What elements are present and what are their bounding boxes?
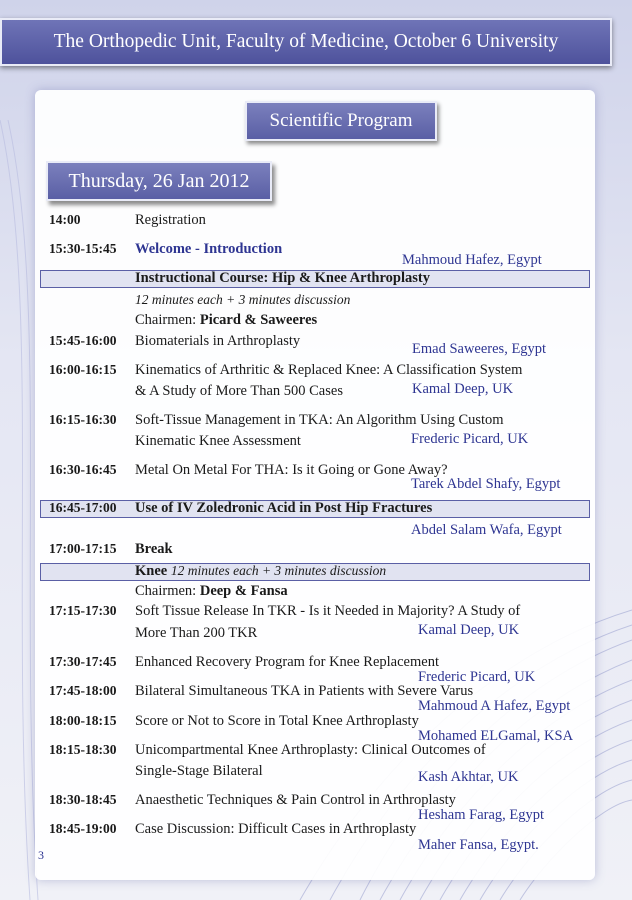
- session-title-line1: Soft-Tissue Management in TKA: An Algorithm Using Custom: [135, 412, 504, 428]
- speaker: Kamal Deep, UK: [412, 381, 514, 397]
- session-title: Bilateral Simultaneous TKA in Patients with Severe Varus: [135, 683, 474, 699]
- session-title: Score or Not to Score in Total Knee Arthroplasty: [135, 713, 419, 729]
- session-title-line1: Kinematics of Arthritic & Replaced Knee: A Classification System: [135, 362, 523, 378]
- chairmen-line: [135, 312, 317, 329]
- chairmen-line: [135, 583, 288, 600]
- time-16-45: 16:45-17:00: [49, 500, 117, 515]
- session-title: Use of IV Zoledronic Acid in Post Hip Fractures: [135, 500, 433, 516]
- time-18-45: 18:45-19:00: [49, 821, 117, 836]
- session-title: Welcome - Introduction: [135, 241, 283, 257]
- speaker: Emad Saweeres, Egypt: [412, 341, 547, 357]
- speaker: Frederic Picard, UK: [411, 431, 529, 447]
- time-18-00: 18:00-18:15: [49, 713, 117, 728]
- section-name: Knee: [135, 563, 168, 579]
- chairmen-names: Deep & Fansa: [199, 583, 288, 599]
- time-17-30: 17:30-17:45: [49, 654, 117, 669]
- session-title-line1: Unicompartmental Knee Arthroplasty: Clinical Outcomes of: [135, 742, 486, 758]
- course-note: 12 minutes each + 3 minutes discussion: [135, 292, 351, 307]
- course-title: Instructional Course: Hip & Knee Arthroplasty: [135, 270, 430, 286]
- program-heading: Scientific Program: [245, 101, 437, 141]
- page-header: The Orthopedic Unit, Faculty of Medicine, October 6 University: [0, 18, 612, 66]
- session-title-line2: Single-Stage Bilateral: [135, 763, 263, 779]
- session-title: Registration: [135, 212, 206, 228]
- session-title-line2: & A Study of More Than 500 Cases: [135, 383, 343, 399]
- time-14-00: 14:00: [49, 212, 81, 227]
- session-title: Enhanced Recovery Program for Knee Replacement: [135, 654, 439, 670]
- time-18-15: 18:15-18:30: [49, 742, 117, 757]
- session-title-line2: More Than 200 TKR: [135, 625, 258, 641]
- session-title-line1: Soft Tissue Release In TKR - Is it Needed in Majority? A Study of: [135, 603, 521, 619]
- chairmen-names: Picard & Saweeres: [199, 312, 318, 328]
- speaker: Abdel Salam Wafa, Egypt: [411, 522, 562, 538]
- knee-section-line: [135, 563, 386, 580]
- time-16-30: 16:30-16:45: [49, 462, 117, 477]
- speaker: Hesham Farag, Egypt: [418, 807, 545, 823]
- time-17-00: 17:00-17:15: [49, 541, 117, 556]
- session-title: Anaesthetic Techniques & Pain Control in Arthroplasty: [135, 792, 456, 808]
- speaker: Mohamed ELGamal, KSA: [418, 728, 574, 744]
- session-title-line2: Kinematic Knee Assessment: [135, 433, 301, 449]
- speaker: Frederic Picard, UK: [418, 669, 536, 685]
- time-16-00: 16:00-16:15: [49, 362, 117, 377]
- speaker: Kamal Deep, UK: [418, 622, 520, 638]
- chairmen-label: Chairmen:: [135, 583, 197, 599]
- speaker: Tarek Abdel Shafy, Egypt: [411, 476, 561, 492]
- session-title: Biomaterials in Arthroplasty: [135, 333, 301, 349]
- page-number: 3: [38, 848, 44, 862]
- time-15-30: 15:30-15:45: [49, 241, 117, 256]
- session-title: Metal On Metal For THA: Is it Going or Gone Away?: [135, 462, 448, 478]
- speaker: Mahmoud A Hafez, Egypt: [418, 698, 571, 714]
- session-title: Case Discussion: Difficult Cases in Arthroplasty: [135, 821, 417, 837]
- speaker: Maher Fansa, Egypt.: [418, 837, 539, 853]
- speaker: Mahmoud Hafez, Egypt: [402, 252, 542, 268]
- time-16-15: 16:15-16:30: [49, 412, 117, 427]
- day-heading: Thursday, 26 Jan 2012: [46, 161, 272, 201]
- time-17-15: 17:15-17:30: [49, 603, 117, 618]
- time-18-30: 18:30-18:45: [49, 792, 117, 807]
- session-title: Break: [135, 541, 173, 557]
- time-17-45: 17:45-18:00: [49, 683, 117, 698]
- time-15-45: 15:45-16:00: [49, 333, 117, 348]
- section-note: 12 minutes each + 3 minutes discussion: [170, 563, 387, 578]
- chairmen-label: Chairmen:: [135, 312, 197, 328]
- speaker: Kash Akhtar, UK: [418, 769, 519, 785]
